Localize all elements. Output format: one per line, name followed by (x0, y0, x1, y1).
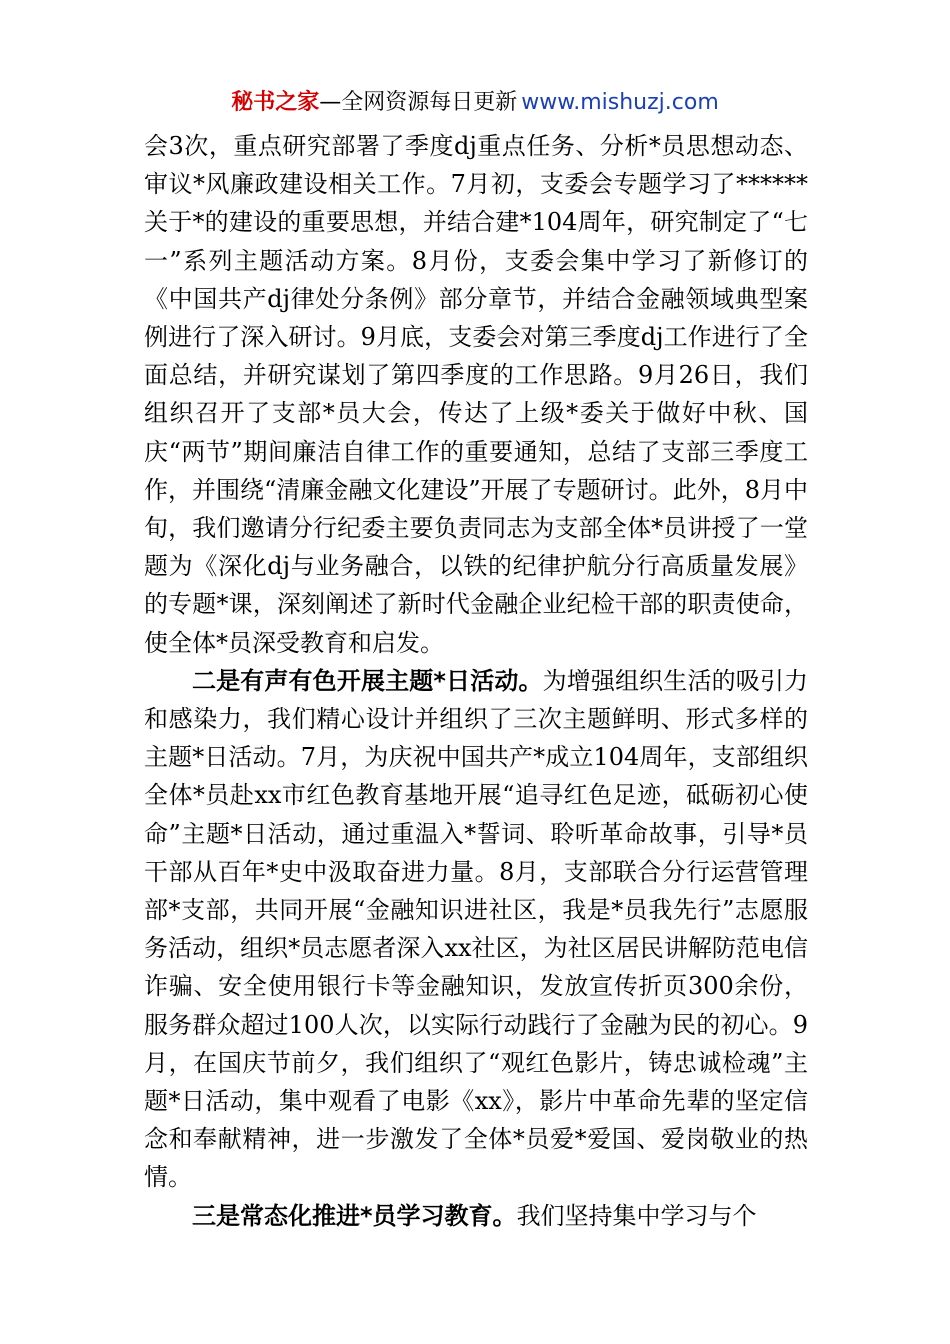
site-tagline: —全网资源每日更新 (319, 90, 518, 115)
paragraph-text: 我们坚持集中学习与个 (516, 1201, 757, 1230)
site-brand: 秘书之家 (231, 90, 320, 115)
paragraph-text: 会3次，重点研究部署了季度dj重点任务、分析*员思想动态、审议*风廉政建设相关工作。7月初，支委会专题学习了******关于*的建设的重要思想，并结合建*104周年，研究制定了“七一”系列主题活动方案。8月份，支委会集中学习了新修订的《中国共产dj律处分条例》部分章节，并结合金融领域典型案例进行了深入研讨。9月底，支委会对第三季度dj工作进行了全面总结，并研究谋划了第四季度的工作思路。9月26日，我们组织召开了支部*员大会，传达了上级*委关于做好中秋、国庆“两节”期间廉洁自律工作的重要通知，总结了支部三季度工作，并围绕“清廉金融文化建设”开展了专题研讨。此外，8月中旬，我们邀请分行纪委主要负责同志为支部全体*员讲授了一堂题为《深化dj与业务融合，以铁的纪律护航分行高质量发展》的专题*课，深刻阐述了新时代金融企业纪检干部的职责使命，使全体*员深受教育和启发。 (144, 132, 808, 657)
paragraph-theme-day-activities (144, 662, 808, 1197)
site-header (0, 86, 950, 120)
document-body (144, 127, 808, 1235)
paragraph-text: 为增强组织生活的吸引力和感染力，我们精心设计并组织了三次主题鲜明、形式多样的主题*日活动。7月，为庆祝中国共产*成立104周年，支部组织全体*员赴xx市红色教育基地开展“追寻红色足迹，砥砺初心使命”主题*日活动，通过重温入*誓词、聆听革命故事，引导*员干部从百年*史中汲取奋进力量。8月，支部联合分行运营管理部*支部，共同开展“金融知识进社区，我是*员我先行”志愿服务活动，组织*员志愿者深入xx社区，为社区居民讲解防范电信诈骗、安全使用银行卡等金融知识，发放宣传折页300余份，服务群众超过100人次，以实际行动践行了金融为民的初心。9月，在国庆节前夕，我们组织了“观红色影片，铸忠诚检魂”主题*日活动，集中观看了电影《xx》，影片中革命先辈的坚定信念和奉献精神，进一步激发了全体*员爱*爱国、爱岗敬业的热情。 (144, 666, 808, 1192)
site-url-link[interactable]: www.mishuzj.com (521, 90, 719, 115)
paragraph-continuation (144, 127, 808, 662)
paragraph-member-education (144, 1197, 808, 1235)
paragraph-lead-heading: 二是有声有色开展主题*日活动。 (192, 666, 543, 695)
paragraph-lead-heading: 三是常态化推进*员学习教育。 (192, 1201, 517, 1230)
